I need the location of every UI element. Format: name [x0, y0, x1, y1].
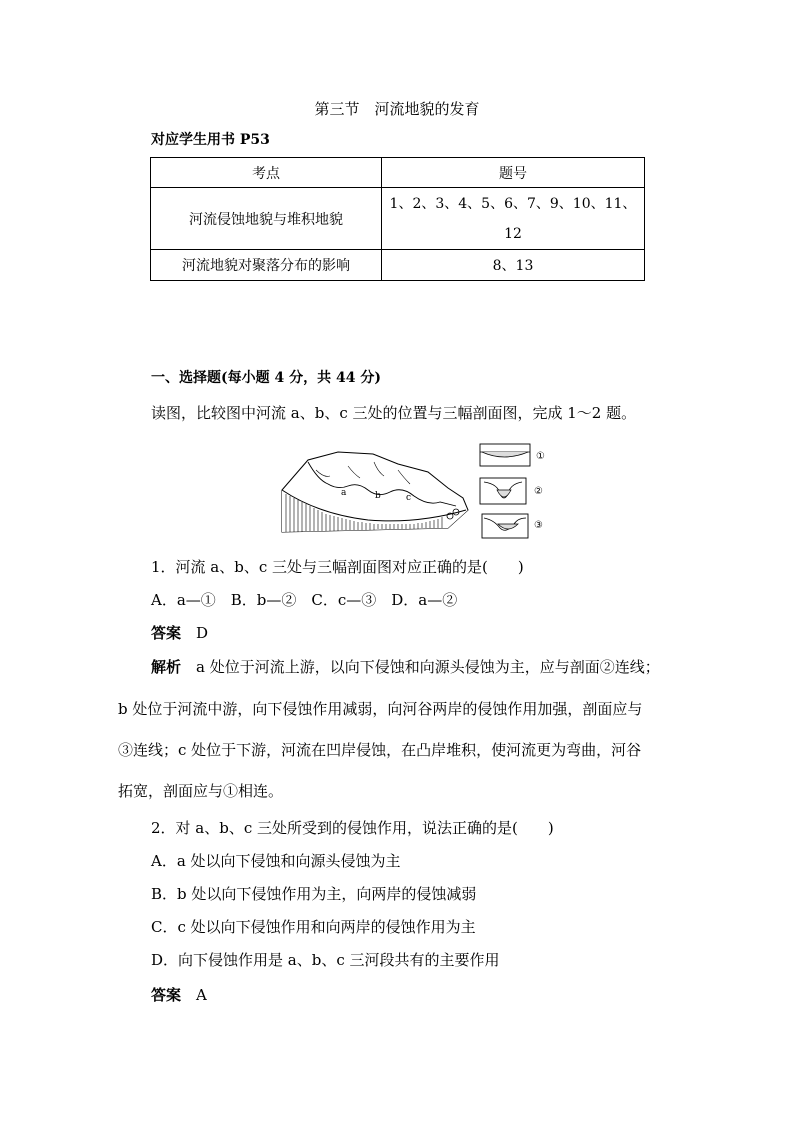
label-c: c — [406, 493, 412, 503]
q2-stem: 2．对 a、b、c 三处所受到的侵蚀作用，说法正确的是( ) — [151, 819, 554, 837]
q1-stem: 1．河流 a、b、c 三处与三幅剖面图对应正确的是( ) — [151, 558, 524, 576]
profile-1 — [480, 444, 545, 466]
table-header-row — [151, 158, 645, 188]
q2-option: B．b 处以向下侵蚀作用为主，向两岸的侵蚀减弱 — [151, 885, 477, 903]
q2-answer — [151, 984, 207, 1005]
topic-table — [150, 157, 645, 281]
intro-text: 读图，比较图中河流 a、b、c 三处的位置与三幅剖面图，完成 1～2 题。 — [151, 404, 637, 422]
q2-option: A．a 处以向下侵蚀和向源头侵蚀为主 — [151, 852, 401, 870]
profile-1-label: ① — [536, 451, 545, 462]
q1-options: A．a—① B．b—② C．c—③ D．a—② — [151, 591, 458, 609]
header-topic: 考点 — [151, 158, 382, 188]
profile-3-label: ③ — [534, 520, 543, 531]
q1-answer — [151, 622, 208, 643]
q1-analysis-line: b 处位于河流中游，向下侵蚀作用减弱，向河谷两岸的侵蚀作用加强，剖面应与 — [118, 700, 643, 718]
profile-3 — [482, 514, 543, 538]
row-numbers: 8、13 — [382, 250, 645, 281]
reference-note: 对应学生用书 P53 — [151, 132, 270, 148]
analysis-label: 解析 — [151, 658, 182, 676]
header-numbers: 题号 — [382, 158, 645, 188]
row-numbers-line: 12 — [504, 225, 522, 242]
row-numbers — [382, 188, 645, 250]
answer-value: D — [196, 624, 209, 642]
table-row — [151, 188, 645, 250]
q1-analysis-line — [151, 656, 660, 677]
q2-option: D．向下侵蚀作用是 a、b、c 三河段共有的主要作用 — [151, 951, 500, 969]
river-landform-figure — [278, 440, 548, 540]
table-row — [151, 250, 645, 281]
row-numbers-line: 1、2、3、4、5、6、7、9、10、11、 — [389, 195, 637, 212]
analysis-text: a 处位于河流上游，以向下侵蚀和向源头侵蚀为主，应与剖面②连线； — [196, 658, 660, 676]
answer-label: 答案 — [151, 624, 182, 642]
label-b: b — [375, 491, 381, 501]
profile-2-label: ② — [534, 486, 543, 497]
answer-label: 答案 — [151, 986, 182, 1004]
label-a: a — [341, 488, 347, 498]
section-heading: 一、选择题(每小题 4 分，共 44 分) — [151, 370, 381, 386]
q2-option: C．c 处以向下侵蚀作用和向两岸的侵蚀作用为主 — [151, 918, 476, 936]
profile-2 — [480, 478, 543, 504]
q1-analysis-line: 拓宽，剖面应与①相连。 — [118, 782, 284, 800]
page-title: 第三节 河流地貌的发育 — [314, 100, 480, 118]
row-topic: 河流地貌对聚落分布的影响 — [151, 250, 382, 281]
q1-analysis-line: ③连线；c 处位于下游，河流在凹岸侵蚀，在凸岸堆积，使河流更为弯曲，河谷 — [118, 741, 642, 759]
answer-value: A — [196, 986, 207, 1004]
row-topic: 河流侵蚀地貌与堆积地貌 — [151, 188, 382, 250]
